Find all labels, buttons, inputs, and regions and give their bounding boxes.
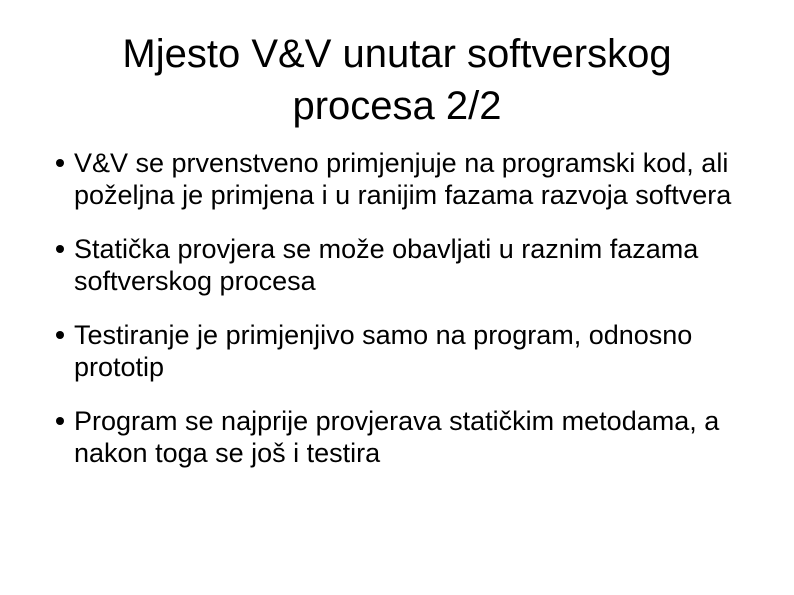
bullet-text: Program se najprije provjerava statičkim metodama, a nakon toga se još i testira <box>74 406 720 468</box>
bullet-dot-icon <box>56 159 64 167</box>
bullet-dot-icon <box>56 245 64 253</box>
bullet-item <box>40 147 754 211</box>
bullet-item <box>40 405 754 469</box>
slide-title-line-2: procesa 2/2 <box>292 84 502 128</box>
bullet-item <box>40 319 754 383</box>
bullet-item <box>40 233 754 297</box>
bullet-list <box>40 147 754 491</box>
bullet-text: Statička provjera se može obavljati u raznim fazama softverskog procesa <box>74 234 699 296</box>
bullet-text: V&V se prvenstveno primjenjuje na programski kod, ali poželjna je primjena i u ranijim fazama razvoja softvera <box>74 148 732 210</box>
bullet-text: Testiranje je primjenjivo samo na program, odnosno prototip <box>74 320 693 382</box>
slide-title <box>40 28 754 132</box>
bullet-dot-icon <box>56 417 64 425</box>
bullet-dot-icon <box>56 331 64 339</box>
slide-title-line-1: Mjesto V&V unutar softverskog <box>122 32 672 76</box>
